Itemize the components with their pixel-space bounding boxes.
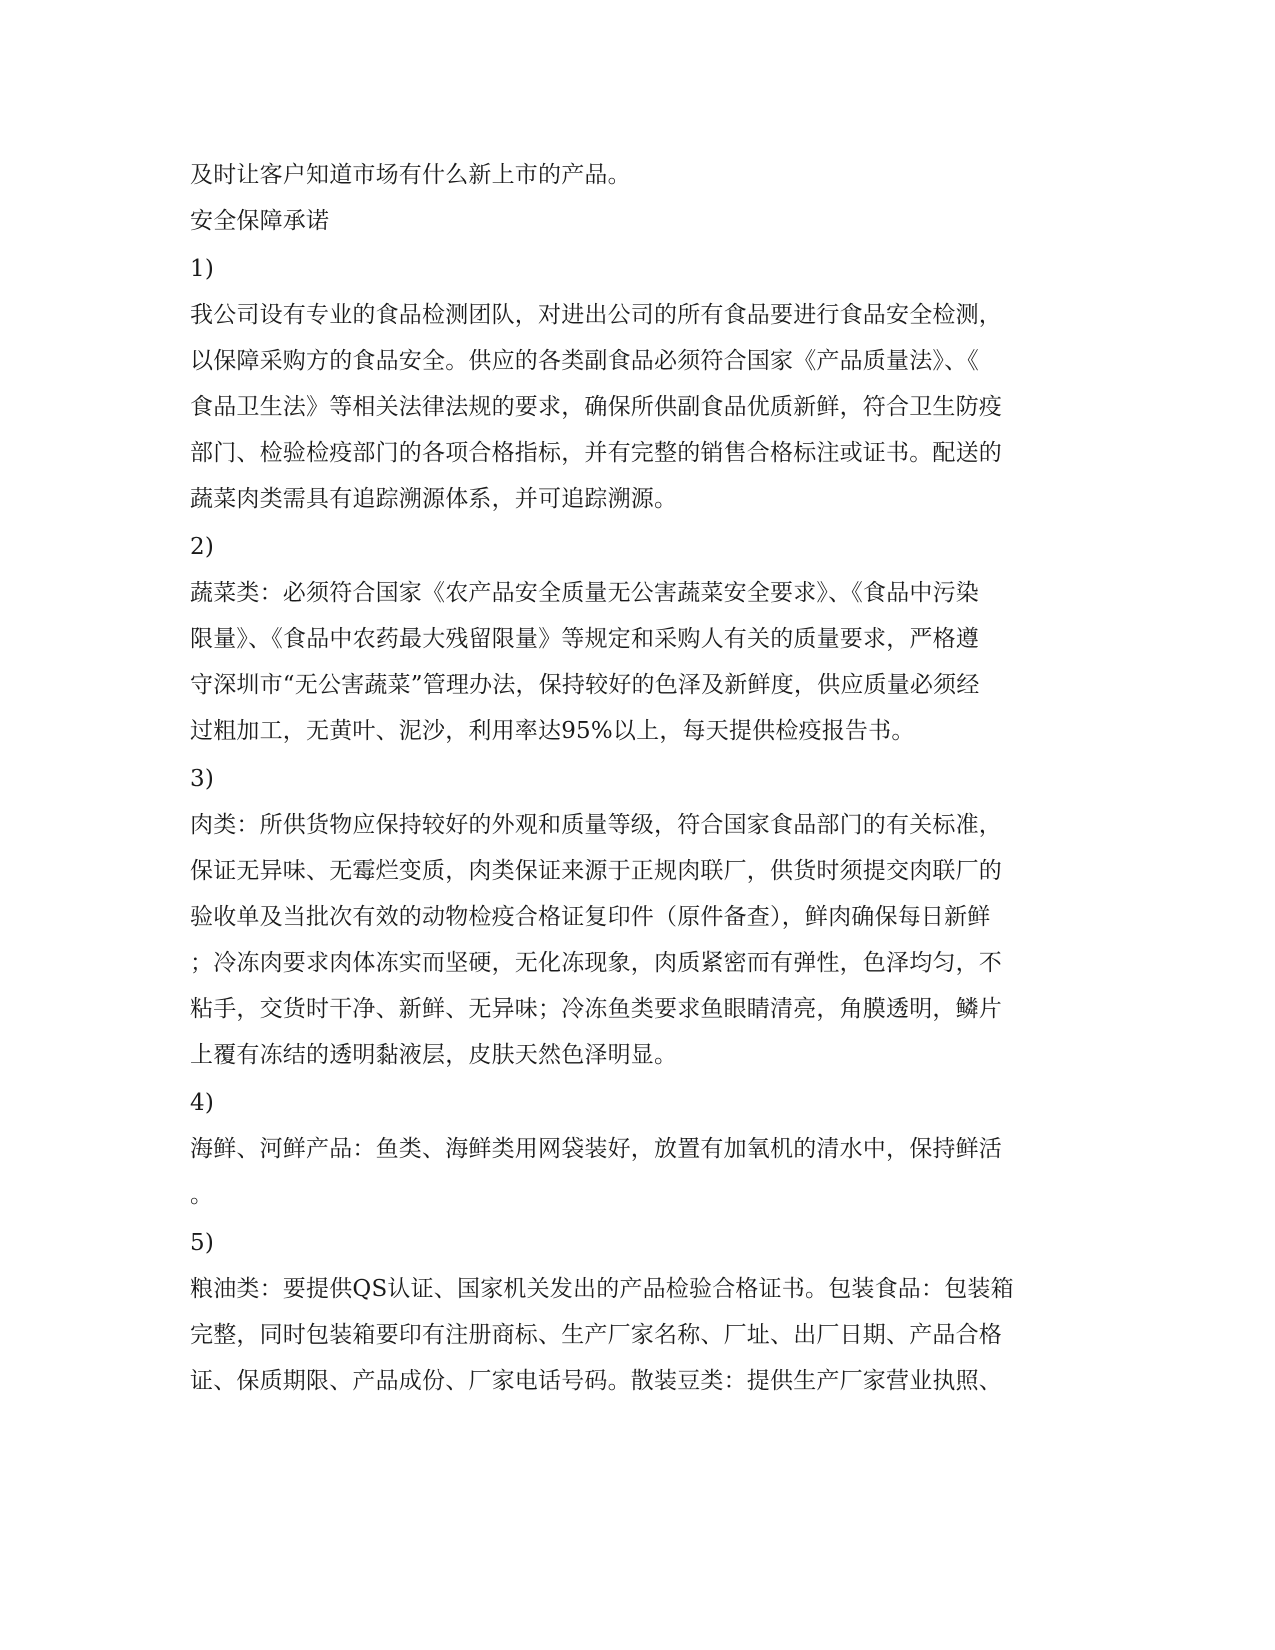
text-line: 过粗加工，无黄叶、泥沙，利用率达95%以上，每天提供检疫报告书。 bbox=[190, 718, 915, 744]
text-line: 食品卫生法》等相关法律法规的要求，确保所供副食品优质新鲜，符合卫生防疫 bbox=[190, 394, 1002, 420]
text-line: 上覆有冻结的透明黏液层，皮肤天然色泽明显。 bbox=[190, 1042, 678, 1068]
text-line: 海鲜、河鲜产品：鱼类、海鲜类用网袋装好，放置有加氧机的清水中，保持鲜活 bbox=[190, 1136, 1002, 1162]
item-number: 1) bbox=[190, 256, 215, 282]
section-heading: 安全保障承诺 bbox=[190, 208, 330, 234]
item-number: 2) bbox=[190, 534, 215, 560]
text-line: 蔬菜肉类需具有追踪溯源体系，并可追踪溯源。 bbox=[190, 486, 678, 512]
text-line: 验收单及当批次有效的动物检疫合格证复印件（原件备查），鲜肉确保每日新鲜 bbox=[190, 904, 991, 930]
text-line: 及时让客户知道市场有什么新上市的产品。 bbox=[190, 162, 631, 188]
text-line: 我公司设有专业的食品检测团队，对进出公司的所有食品要进行食品安全检测， bbox=[190, 302, 1002, 328]
text-line: 限量》、《食品中农药最大残留限量》等规定和采购人有关的质量要求，严格遵 bbox=[190, 626, 979, 652]
text-line: 粘手，交货时干净、新鲜、无异味；冷冻鱼类要求鱼眼睛清亮，角膜透明，鳞片 bbox=[190, 996, 1002, 1022]
text-line: 部门、检验检疫部门的各项合格指标，并有完整的销售合格标注或证书。配送的 bbox=[190, 440, 1002, 466]
text-line: 证、保质期限、产品成份、厂家电话号码。散装豆类：提供生产厂家营业执照、 bbox=[190, 1368, 1002, 1394]
text-line: 完整，同时包装箱要印有注册商标、生产厂家名称、厂址、出厂日期、产品合格 bbox=[190, 1322, 1002, 1348]
item-number: 3) bbox=[190, 766, 215, 792]
text-line: 守深圳市“无公害蔬菜”管理办法，保持较好的色泽及新鲜度，供应质量必须经 bbox=[190, 672, 980, 698]
text-line: 肉类：所供货物应保持较好的外观和质量等级，符合国家食品部门的有关标准， bbox=[190, 812, 1002, 838]
item-number: 4) bbox=[190, 1090, 215, 1116]
text-line: 。 bbox=[190, 1182, 214, 1208]
item-number: 5) bbox=[190, 1230, 215, 1256]
text-line: 粮油类：要提供QS认证、国家机关发出的产品检验合格证书。包装食品：包装箱 bbox=[190, 1276, 1014, 1302]
text-line: 以保障采购方的食品安全。供应的各类副食品必须符合国家《产品质量法》、《 bbox=[190, 348, 979, 374]
text-line: 保证无异味、无霉烂变质，肉类保证来源于正规肉联厂，供货时须提交肉联厂的 bbox=[190, 858, 1002, 884]
text-line: 蔬菜类：必须符合国家《农产品安全质量无公害蔬菜安全要求》、《食品中污染 bbox=[190, 580, 979, 606]
text-line: ；冷冻肉要求肉体冻实而坚硬，无化冻现象，肉质紧密而有弹性，色泽均匀，不 bbox=[190, 950, 1002, 976]
